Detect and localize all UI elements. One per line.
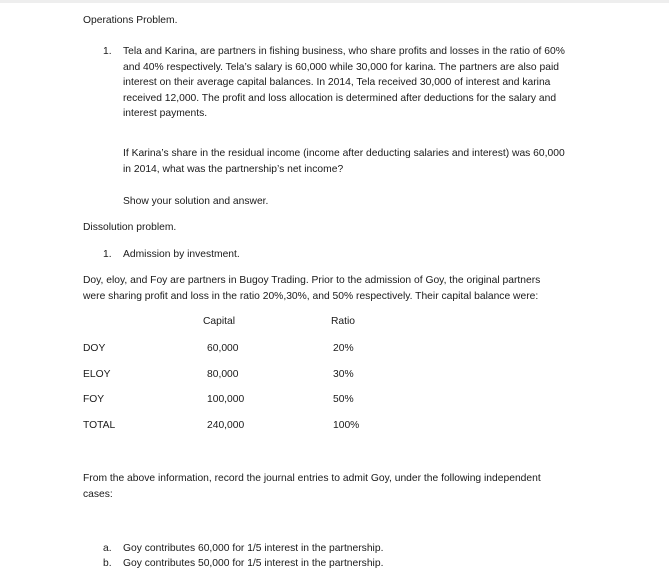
text-line: If Karina’s share in the residual income (income after deducting salaries and interest) was 60,000: [123, 148, 565, 159]
operations-question: [123, 146, 565, 177]
capital-cell: 60,000: [207, 343, 239, 354]
text-line: Tela and Karina, are partners in fishing business, who share profits and losses in the ratio of 60%: [123, 46, 565, 57]
ratio-cell: 30%: [333, 369, 354, 380]
text-line: in 2014, what was the partnership’s net income?: [123, 163, 344, 175]
dissolution-intro: [83, 273, 540, 304]
text-line: cases:: [83, 488, 113, 500]
text-line: interest payments.: [123, 108, 208, 119]
ratio-cell: 20%: [333, 343, 354, 354]
ratio-cell: 100%: [333, 420, 360, 431]
operations-instruction: Show your solution and answer.: [123, 196, 269, 207]
capital-cell: 80,000: [207, 369, 239, 380]
top-border: [0, 0, 669, 3]
table-header-capital: Capital: [203, 316, 236, 327]
capital-cell: 100,000: [207, 394, 245, 405]
partner-cell: ELOY: [83, 369, 111, 380]
text-line: From the above information, record the journal entries to admit Goy, under the following independent: [83, 473, 541, 484]
text-line: interest on their average capital balances. In 2014, Tela received 30,000 of interest and karina: [123, 77, 551, 88]
table-header-ratio: Ratio: [331, 316, 356, 327]
case-text: Goy contributes 60,000 for 1/5 interest in the partnership.: [123, 543, 384, 554]
operations-heading: Operations Problem.: [83, 15, 178, 26]
operations-item-number: 1.: [103, 46, 112, 57]
dissolution-task: [83, 471, 541, 502]
case-letter: b.: [103, 558, 112, 569]
ratio-cell: 50%: [333, 394, 354, 405]
dissolution-heading: Dissolution problem.: [83, 222, 177, 233]
dissolution-item-number: 1.: [103, 249, 112, 260]
text-line: and 40% respectively. Tela’s salary is 60,000 while 30,000 for karina. The partners are also paid: [123, 61, 559, 73]
capital-cell: 240,000: [207, 420, 245, 431]
case-letter: a.: [103, 543, 112, 554]
operations-item-text: [123, 44, 565, 122]
partner-cell: DOY: [83, 343, 106, 354]
case-text: Goy contributes 50,000 for 1/5 interest in the partnership.: [123, 558, 384, 569]
text-line: Doy, eloy, and Foy are partners in Bugoy Trading. Prior to the admission of Goy, the original partners: [83, 275, 541, 286]
dissolution-item-label: Admission by investment.: [123, 249, 240, 260]
partner-cell: FOY: [83, 394, 105, 405]
text-line: were sharing profit and loss in the ratio 20%,30%, and 50% respectively. Their capital balance were:: [83, 290, 539, 302]
text-line: received 12,000. The profit and loss allocation is determined after deductions for the salary and: [123, 92, 557, 104]
partner-cell: TOTAL: [83, 420, 116, 431]
